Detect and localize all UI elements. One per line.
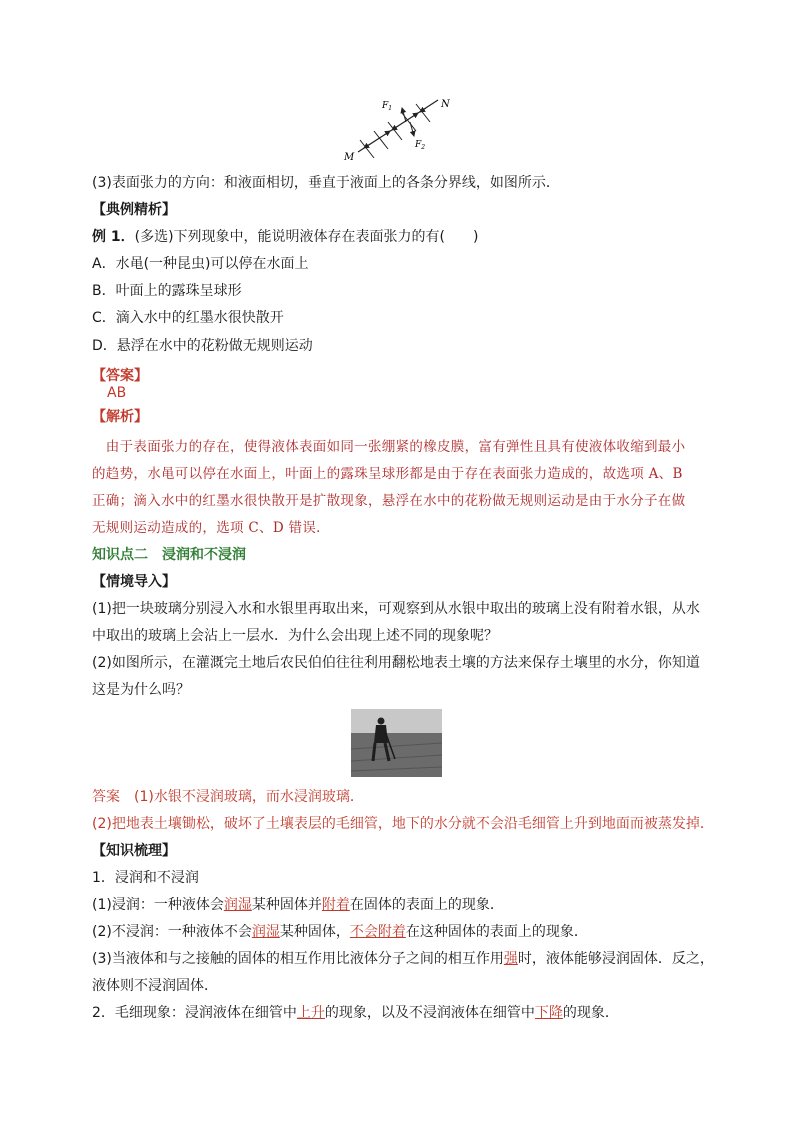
label-f1: $F_1$ — [382, 101, 393, 112]
analysis-heading: 【解析】 — [92, 409, 148, 425]
label-m: M — [344, 152, 355, 163]
capillary-definition: 2．毛细现象：浸润液体在细管中上升的现象，以及不浸润液体在细管中下降的现象． — [92, 1005, 619, 1021]
answer-heading: 【答案】 — [92, 368, 148, 384]
text-line: (2)如图所示，在灌溉完土地后农民伯伯往往利用翻松地表土壤的方法来保存土壤里的水分，你知道 — [92, 655, 700, 671]
analysis-text: 由于表面张力的存在，使得液体表面如同一张绷紧的橡皮膜，富有弹性且具有使液体收缩到最小 的趋势，水黾可以停在水面上，叶面上的露珠呈球形都是由于存在表面张力造成的，故选项 A、B 正确；滴入水中的红墨水很快散开是扩散现象，悬浮在水中的花粉做无规则运动是由于水分子在做 无规则运动造成的，选项 C、D 错误． — [92, 439, 686, 536]
blank-answer: 下降 — [534, 1005, 563, 1021]
answer-value: AB — [107, 385, 127, 401]
option-c: C．滴入水中的红墨水很快散开 — [92, 310, 284, 326]
definition-non-wetting: (2)不浸润：一种液体不会润湿某种固体，不会附着在这种固体的表面上的现象． — [92, 924, 588, 940]
surface-tension-figure — [340, 92, 460, 164]
text-line: (3)当液体和与之接触的固体的相互作用比液体分子之间的相互作用强时，液体能够浸润固体．反之， — [92, 951, 714, 967]
example-label: 例 1． — [92, 229, 135, 245]
text-line: 液体则不浸润固体． — [92, 978, 218, 994]
text-line: 1．浸润和不浸润 — [92, 870, 199, 886]
text-line: (3)表面张力的方向：和液面相切，垂直于液面上的各条分界线，如图所示． — [92, 175, 560, 191]
blank-answer: 不会附着 — [349, 924, 406, 940]
answer-line-2: (2)把地表土壤锄松，破坏了土壤表层的毛细管，地下的水分就不会沿毛细管上升到地面而被蒸发掉． — [92, 816, 714, 832]
blank-answer: 强 — [503, 951, 518, 967]
section-heading: 【情境导入】 — [92, 574, 176, 590]
section-heading: 【典例精析】 — [92, 202, 176, 218]
blank-answer: 润湿 — [223, 897, 252, 913]
text-line: 中取出的玻璃上会沾上一层水．为什么会出现上述不同的现象呢？ — [92, 628, 498, 644]
answer-line-1 — [92, 787, 364, 807]
knowledge-point-title: 知识点二 浸润和不浸润 — [92, 547, 246, 563]
text-line: (1)把一块玻璃分别浸入水和水银里再取出来，可观察到从水银中取出的玻璃上没有附着水银，从水 — [92, 601, 700, 617]
label-f2: $F_2$ — [415, 140, 426, 151]
label-n: N — [441, 99, 450, 110]
section-heading: 【知识梳理】 — [92, 843, 176, 859]
answer-text-1: (1)水银不浸润玻璃，而水浸润玻璃． — [134, 789, 364, 805]
option-a: A．水黾(一种昆虫)可以停在水面上 — [92, 256, 309, 272]
example-question — [92, 227, 478, 247]
blank-answer: 附着 — [321, 897, 350, 913]
option-d: D．悬浮在水中的花粉做无规则运动 — [92, 338, 313, 354]
blank-answer: 上升 — [296, 1005, 325, 1021]
answer-label: 答案 — [92, 789, 120, 805]
definition-wetting: (1)浸润：一种液体会润湿某种固体并附着在固体的表面上的现象． — [92, 897, 504, 913]
option-b: B．叶面上的露珠呈球形 — [92, 283, 242, 299]
farmer-field-photo — [351, 709, 442, 777]
blank-answer: 润湿 — [251, 924, 280, 940]
text-line: 这是为什么吗？ — [92, 682, 190, 698]
farmer-figure — [351, 709, 442, 777]
example-text: (多选)下列现象中，能说明液体存在表面张力的有( ) — [134, 229, 479, 245]
